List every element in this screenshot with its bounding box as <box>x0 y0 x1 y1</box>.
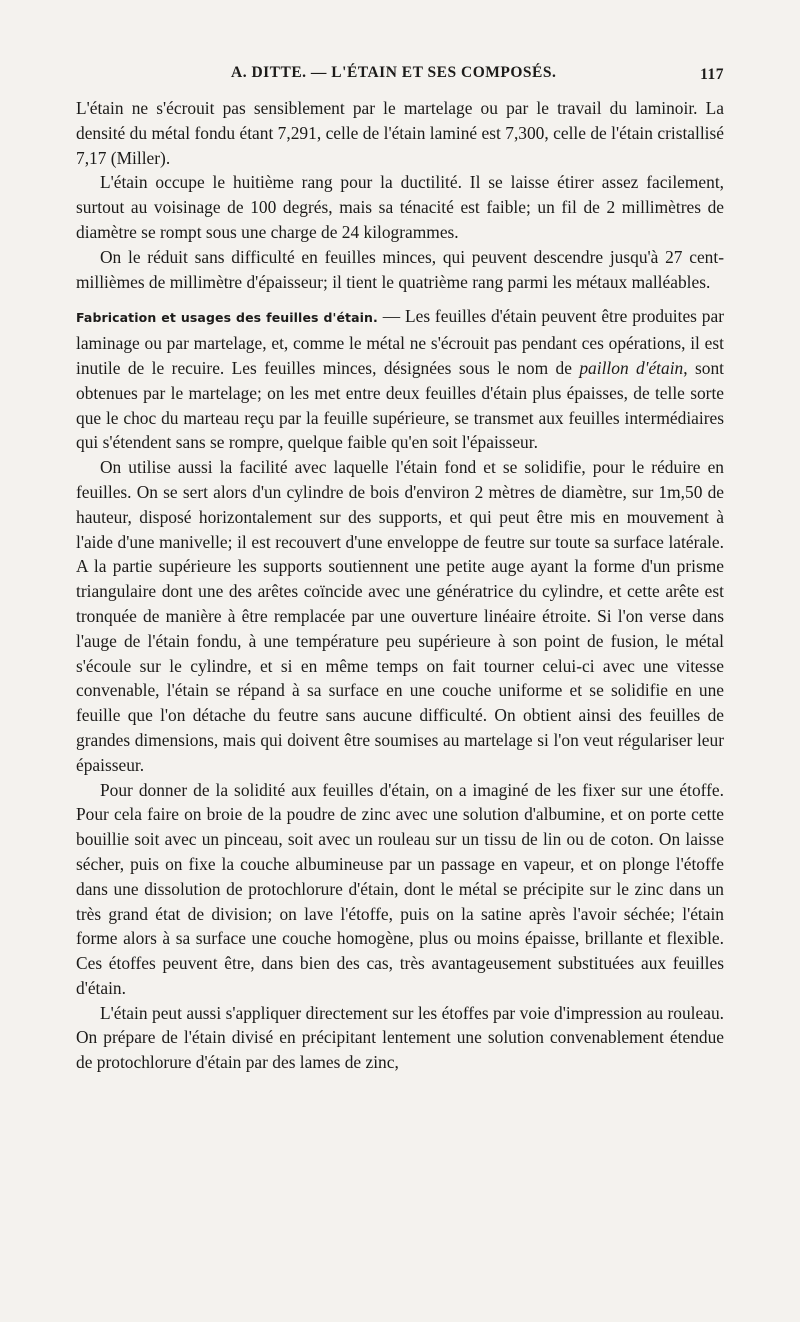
paragraph-malleabilite: On le réduit sans difficulté en feuilles minces, qui peuvent descendre jusqu'à 27 cent-millièmes de millimètre d'épaisseur; il tient le quatrième rang parmi les métaux malléables. <box>76 246 724 292</box>
section-lead-text: Les feuilles d'étain peuvent être produites par laminage ou par martelage, et, comme le métal ne s'écrouit pas pendant ces opérations, il est inutile de le recuire. Les feuilles minces, désignées sous le nom de <box>76 306 724 378</box>
page-number: 117 <box>700 66 724 83</box>
paragraph-cylindre: On utilise aussi la facilité avec laquelle l'étain fond et se solidifie, pour le réduire en feuilles. On se sert alors d'un cylindre de bois d'environ 2 mètres de diamètre, sur 1m,50 de hauteur, disposé horizontalement sur des supports, et qui peut être mis en mouvement à l'aide d'une manivelle; il est recouvert d'une enveloppe de feutre sur toute sa surface latérale. A la partie supérieure les supports soutiennent une petite auge ayant la forme d'un prisme triangulaire dont une des arêtes coïncide avec une génératrice du cylindre, et cette arête est tronquée de manière à être remplacée par une ouverture linéaire étroite. Si l'on verse dans l'auge de l'étain fondu, à une température peu supérieure à son point de fusion, le métal s'écoule sur le cylindre, et si en même temps on fait tourner celui-ci avec une vitesse convenable, l'étain se répand à sa surface en une couche uniforme et se solidifie en une feuille que l'on détache du feutre sans aucune difficulté. On obtient ainsi des feuilles de grandes dimensions, mais qui doivent être soumises au martelage si l'on veut régulariser leur épaisseur. <box>76 457 724 775</box>
paragraph-fabrication <box>76 304 724 455</box>
paragraph-ductilite: L'étain occupe le huitième rang pour la ductilité. Il se laisse étirer assez facilement, surtout au voisinage de 100 degrés, mais sa ténacité est faible; un fil de 2 millimètres de diamètre se rompt sous une charge de 24 kilogrammes. <box>76 172 724 242</box>
body-text <box>76 96 724 1075</box>
section-title: Fabrication et usages des feuilles d'étain. <box>76 310 378 326</box>
italic-term: paillon d'étain <box>579 357 684 378</box>
section-dash: — <box>377 306 405 327</box>
page-header <box>76 64 724 88</box>
paragraph-impression: L'étain peut aussi s'appliquer directement sur les étoffes par voie d'impression au rouleau. On prépare de l'étain divisé en précipitant lentement une solution convenablement étendue de protochlorure d'étain par des lames de zinc, <box>76 1002 724 1073</box>
paragraph-densite: L'étain ne s'écrouit pas sensiblement par le martelage ou par le travail du laminoir. La densité du métal fondu étant 7,291, celle de l'étain laminé est 7,300, celle de l'étain cristallisé 7,17 (Miller). <box>76 98 724 168</box>
paragraph-etoffe: Pour donner de la solidité aux feuilles d'étain, on a imaginé de les fixer sur une étoffe. Pour cela faire on broie de la poudre de zinc avec une solution d'albumine, et on porte cette bouillie soit avec un pinceau, soit avec un rouleau sur un tissu de lin ou de coton. On laisse sécher, puis on fixe la couche albumineuse par un passage en vapeur, et on plonge l'étoffe dans une dissolution de protochlorure d'étain, dont le métal se précipite sur le zinc dans un très grand état de division; on lave l'étoffe, puis on la satine après l'avoir séchée; l'étain forme alors à sa surface une couche homogène, plus ou moins épaisse, brillante et flexible. Ces étoffes peuvent être, dans bien des cas, très avantageusement substituées aux feuilles d'étain. <box>76 779 724 998</box>
running-head: A. DITTE. — L'ÉTAIN ET SES COMPOSÉS. <box>231 64 557 81</box>
section-rest-text: , sont obtenues par le martelage; on les met entre deux feuilles d'étain plus épaisses, de telle sorte que le choc du marteau reçu par la feuille supérieure, se transmet aux feuilles intermédiaires qui s'étendent sans se rompre, quelque faible qu'en soit l'épaisseur. <box>76 357 725 453</box>
